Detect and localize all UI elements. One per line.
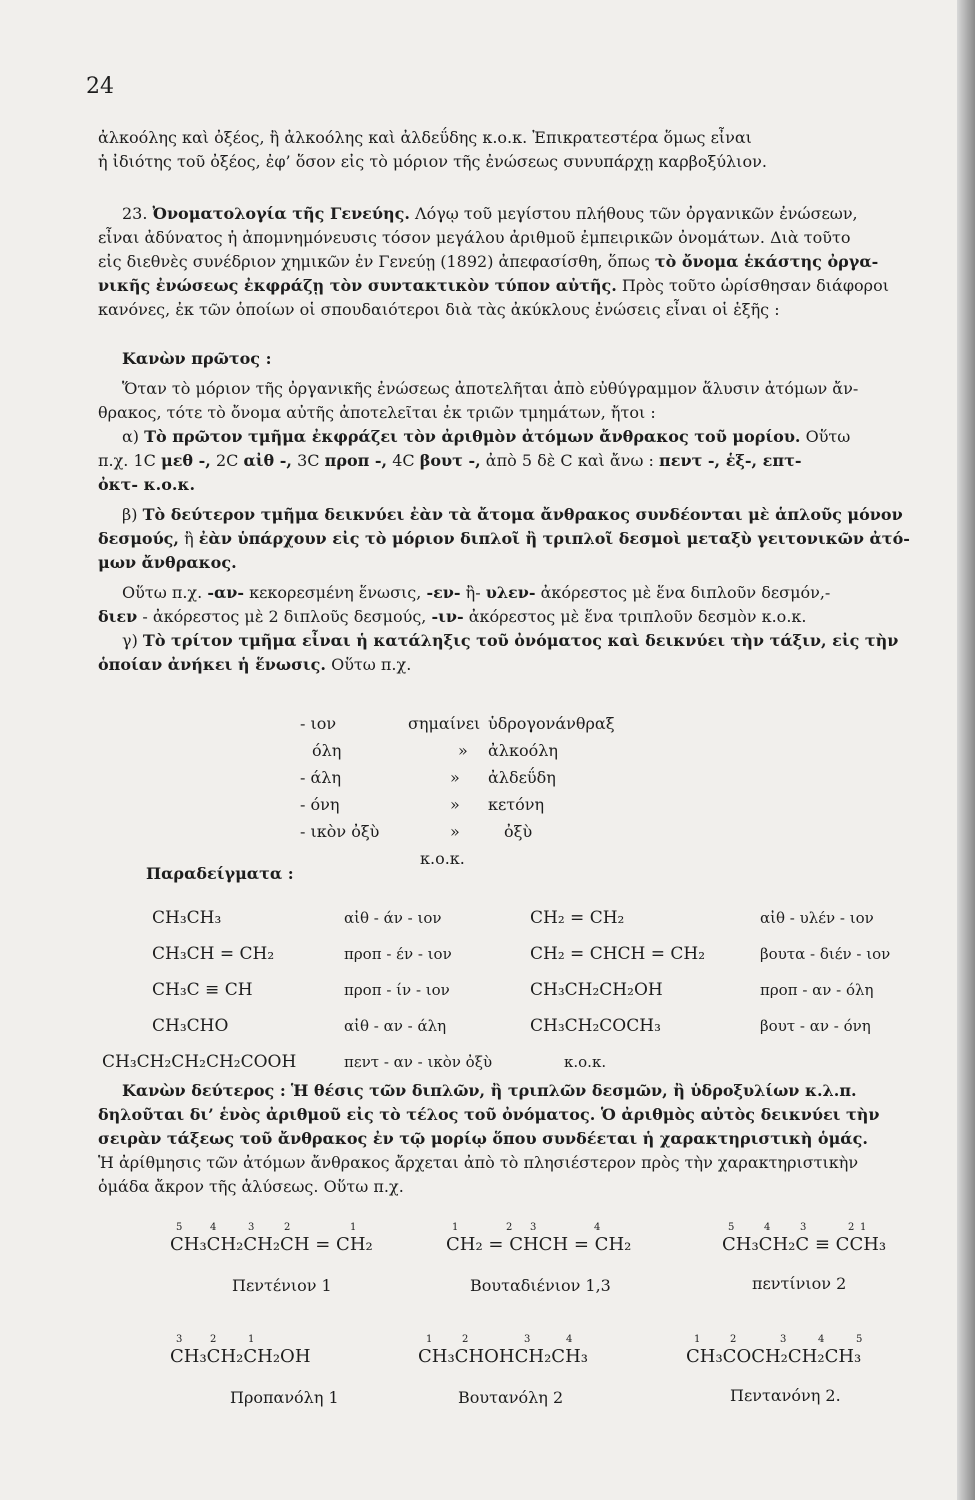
carbon-index: 2 — [284, 1222, 291, 1233]
mark: » — [450, 768, 460, 787]
name: προπ - αν - όλη — [760, 981, 874, 999]
formula: CH₃CH = CH₂ — [152, 944, 275, 964]
section-body-3b: τὸ ὄνομα ἑκάστης ὀργα- — [654, 252, 879, 271]
section-title: Ὀνοματολογία τῆς Γενεύης. — [152, 204, 410, 223]
text: ἀκόρεστος μὲ ἕνα τριπλοῦν δεσμὸν κ.ο.κ. — [468, 607, 807, 626]
text: - ἀκόρεστος μὲ 2 διπλοῦς δεσμούς, — [142, 607, 427, 626]
rule-1-a-bold: Τὸ πρῶτον τμῆμα ἐκφράζει τὸν ἀριθμὸν ἀτόμων ἄνθρακος τοῦ μορίου. — [144, 427, 801, 446]
carbon-index: 1 — [350, 1222, 357, 1233]
rule-1-b-label: β) — [122, 505, 138, 524]
endings-row — [300, 737, 615, 764]
carbon-index: 1 — [452, 1222, 459, 1233]
name: αἰθ - αν - άλη — [344, 1017, 447, 1035]
text: Οὕτω π.χ. — [331, 655, 412, 674]
infix-en: -εν- — [426, 583, 461, 602]
endings-row — [300, 764, 615, 791]
examples-left-names — [344, 900, 492, 1080]
carbon-index: 3 — [524, 1334, 531, 1345]
rule-1-a3: ὀκτ- κ.ο.κ. — [98, 475, 196, 494]
text: ἢ — [184, 529, 194, 548]
mark: » — [458, 741, 468, 760]
rule-1-b-bold1: Τὸ δεύτερον τμῆμα δεικνύει ἐὰν τὰ ἄτομα ἄνθρακος συνδέονται μὲ ἁπλοῦς μόνον — [142, 505, 903, 524]
endings-row — [300, 710, 615, 737]
formula: CH₃CH₂CH₂OH — [530, 980, 663, 1000]
formula-name: Προπανόλη 1 — [230, 1388, 339, 1407]
text: ὁποίαν ἀνήκει ἡ ἕνωσις. — [98, 655, 326, 674]
rule-2-title: Κανὼν δεύτερος : — [122, 1081, 286, 1100]
formula: CH₂ = CHCH = CH₂ — [530, 944, 706, 964]
carbon-index: 3 — [176, 1334, 183, 1345]
page-number: 24 — [86, 74, 114, 99]
formula: CH₃CH₃ — [152, 908, 222, 928]
text: ἐὰν ὑπάρχουν εἰς τὸ μόριον διπλοῖ ἢ τριπλοῖ δεσμοὶ μεταξὺ γειτονικῶν ἀτό- — [198, 529, 910, 548]
intro-line-1: ἀλκοόλης καὶ ὀξέος, ἢ ἀλκοόλης καὶ ἀλδεΰδης κ.ο.κ. Ἐπικρατεστέρα ὅμως εἶναι — [98, 128, 752, 147]
rule-2-line-4: Ἡ ἀρίθμησις τῶν ἀτόμων ἄνθρακος ἄρχεται ἀπὸ τὸ πλησιέστερον πρὸς τὴν χαρακτηριστικὴν — [98, 1153, 859, 1172]
carbon-index: 2 — [730, 1334, 737, 1345]
examples-title: Παραδείγματα : — [146, 864, 294, 883]
section-line-3 — [98, 250, 958, 274]
formula-name: Βουτανόλη 2 — [458, 1388, 564, 1407]
numbered-formula — [170, 1346, 311, 1367]
intro-paragraph — [98, 126, 958, 174]
mark: » — [450, 822, 460, 841]
text: 3C — [297, 451, 320, 470]
formula: CH₂ = CHCH = CH₂ — [446, 1234, 632, 1255]
name: προπ - έν - ιον — [344, 945, 452, 963]
carbon-index: 3 — [530, 1222, 537, 1233]
suffix: - όνη — [300, 795, 340, 814]
examples-kok: κ.ο.κ. — [564, 1053, 607, 1071]
formula: CH₃COCH₂CH₂CH₃ — [686, 1346, 862, 1367]
rule-1-c2 — [98, 653, 958, 677]
rule-1-title: Κανὼν πρῶτος : — [122, 349, 272, 368]
carbon-index: 5 — [728, 1222, 735, 1233]
carbon-index: 2 — [210, 1334, 217, 1345]
section-body-1: Λόγῳ τοῦ μεγίστου πλήθους τῶν ὀργανικῶν ἐνώσεων, — [415, 204, 858, 223]
suffix: - ιον — [300, 714, 337, 733]
rule-1-b2 — [98, 527, 958, 551]
page-spine-shadow — [957, 0, 975, 1500]
carbon-index: 1 — [248, 1334, 255, 1345]
section-body-3a: εἰς διεθνὲς συνέδριον χημικῶν ἐν Γενεύῃ (1892) ἀπεφασίσθη, ὅπως — [98, 252, 650, 271]
rule-1-a-tail: Οὕτω — [805, 427, 851, 446]
rule-2-line-1 — [98, 1079, 958, 1103]
name: αἰθ - υλέν - ιον — [760, 909, 874, 927]
carbon-index: 4 — [818, 1334, 825, 1345]
formula-name: Πεντανόνη 2. — [730, 1386, 841, 1405]
examples-right-names — [760, 900, 890, 1044]
rule-1-a-label: α) — [122, 427, 140, 446]
section-body-4a: νικῆς ἐνώσεως ἐκφράζῃ τὸν συντακτικὸν τύπον αὐτῆς. — [98, 276, 617, 295]
text: ἀκόρεστος μὲ ἕνα διπλοῦν δεσμόν,- — [540, 583, 831, 602]
formula: CH₃CH₂COCH₃ — [530, 1016, 661, 1036]
text: Οὕτω π.χ. — [122, 583, 203, 602]
carbon-index: 2 — [848, 1222, 855, 1233]
endings-row — [300, 791, 615, 818]
formula: CH₃CHO — [152, 1016, 229, 1036]
examples-right-formulas — [530, 900, 705, 1044]
infix-ylen: υλεν- — [485, 583, 536, 602]
endings-table — [300, 710, 615, 872]
examples-left-formulas — [102, 900, 297, 1080]
text: π.χ. 1C — [98, 451, 156, 470]
section-body-4b: Πρὸς τοῦτο ὡρίσθησαν διάφοροι — [621, 276, 889, 295]
name: αἰθ - άν - ιον — [344, 909, 442, 927]
rule-1-a — [98, 425, 958, 449]
text: Ἡ θέσις τῶν διπλῶν, ἢ τριπλῶν δεσμῶν, ἢ ὑδροξυλίων κ.λ.π. — [290, 1081, 857, 1100]
text: 4C — [392, 451, 415, 470]
carbon-index: 4 — [764, 1222, 771, 1233]
text: ἀπὸ 5 δὲ C καὶ ἄνω : — [485, 451, 654, 470]
carbon-index: 4 — [210, 1222, 217, 1233]
rule-1-c-label: γ) — [122, 631, 138, 650]
prefix-prop: προπ -, — [324, 451, 388, 470]
numbered-formula — [686, 1346, 861, 1367]
formula: CH₃CHOHCH₂CH₃ — [418, 1346, 588, 1367]
formula: CH₃CH₂CH₂CH₂COOH — [102, 1052, 297, 1072]
carbon-index: 1 — [426, 1334, 433, 1345]
meaning: κετόνη — [488, 795, 545, 814]
section-body-5: κανόνες, ἐκ τῶν ὁποίων οἱ σπουδαιότεροι διὰ τὰς ἀκύκλους ἐνώσεις εἶναι οἱ ἑξῆς : — [98, 300, 780, 319]
section-body-2: εἶναι ἀδύνατος ἡ ἀπομνημόνευσις τόσον μεγάλου ἀριθμοῦ ἐμπειρικῶν ὀνομάτων. Διὰ τοῦτο — [98, 228, 851, 247]
rule-1-p2: θρακος, τότε τὸ ὄνομα αὐτῆς ἀποτελεῖται ἐκ τριῶν τμημάτων, ἤτοι : — [98, 403, 656, 422]
formula-name: Βουταδιένιον 1,3 — [470, 1276, 611, 1295]
carbon-index: 1 — [860, 1222, 867, 1233]
formula: CH₂ = CH₂ — [530, 908, 625, 928]
carbon-index: 3 — [780, 1334, 787, 1345]
numbered-formula — [418, 1346, 588, 1367]
name: πεντ - αν - ικὸν ὀξὺ — [344, 1053, 493, 1071]
meaning: ὑδρογονάνθραξ — [488, 714, 615, 733]
formula: CH₃C ≡ CH — [152, 980, 253, 1000]
meaning: ὀξὺ — [504, 822, 533, 841]
prefix-pent-hex-hept: πεντ -, ἑξ-, επτ- — [659, 451, 802, 470]
formula: CH₃CH₂CH₂CH = CH₂ — [170, 1234, 373, 1255]
carbon-index: 4 — [594, 1222, 601, 1233]
formula-name: πεντίνιον 2 — [752, 1274, 847, 1293]
text: κεκορεσμένη ἕνωσις, — [249, 583, 422, 602]
carbon-index: 4 — [566, 1334, 573, 1345]
suffix: όλη — [312, 741, 342, 760]
rule-1-c — [98, 629, 958, 653]
rule-2-line-2: δηλοῦται δι’ ἑνὸς ἀριθμοῦ εἰς τὸ τέλος τοῦ ὀνόματος. Ὁ ἀριθμὸς αὐτὸς δεικνύει τὴν — [98, 1105, 880, 1124]
infix-an: -αν- — [207, 583, 245, 602]
rule-1-b3: μων ἄνθρακος. — [98, 553, 237, 572]
meaning: ἀλκοόλη — [488, 741, 558, 760]
text: Τὸ τρίτον τμῆμα εἶναι ἡ κατάληξις τοῦ ὀνόματος καὶ δεικνύει τὴν τάξιν, εἰς τὴν — [142, 631, 899, 650]
carbon-index: 2 — [506, 1222, 513, 1233]
carbon-index: 5 — [856, 1334, 863, 1345]
mark: σημαίνει — [408, 714, 481, 733]
name: βουτ - αν - όνη — [760, 1017, 871, 1035]
rule-2-line-5: ὁμάδα ἄκρον τῆς ἁλύσεως. Οὕτω π.χ. — [98, 1177, 404, 1196]
infix-in: -ιν- — [431, 607, 464, 626]
numbered-formula — [446, 1234, 631, 1255]
rule-1 — [98, 347, 958, 677]
rule-1-p1: Ὅταν τὸ μόριον τῆς ὀργανικῆς ἐνώσεως ἀποτελῆται ἀπὸ εὐθύγραμμον ἅλυσιν ἀτόμων ἄν- — [122, 379, 859, 398]
rule-1-b4 — [98, 581, 958, 605]
name: προπ - ίν - ιον — [344, 981, 450, 999]
endings-tail: κ.ο.κ. — [420, 849, 465, 868]
intro-line-2: ἡ ἰδιότης τοῦ ὀξέος, ἐφ’ ὅσον εἰς τὸ μόριον τῆς ἐνώσεως συνυπάρχῃ καρβοξύλιον. — [98, 152, 767, 171]
carbon-index: 5 — [176, 1222, 183, 1233]
rule-1-b5 — [98, 605, 958, 629]
infix-dien: διεν — [98, 607, 138, 626]
section-number: 23. — [122, 204, 148, 223]
endings-row — [300, 818, 615, 845]
carbon-index: 2 — [462, 1334, 469, 1345]
numbered-formula — [722, 1234, 886, 1255]
text: 2C — [215, 451, 239, 470]
carbon-index: 3 — [800, 1222, 807, 1233]
prefix-meth: μεθ -, — [160, 451, 211, 470]
prefix-but: βουτ -, — [419, 451, 481, 470]
section-line-4 — [98, 274, 958, 298]
mark: » — [450, 795, 460, 814]
numbered-formula — [170, 1234, 373, 1255]
name: βουτα - διέν - ιον — [760, 945, 891, 963]
section-23 — [98, 202, 958, 322]
carbon-index: 3 — [248, 1222, 255, 1233]
rule-2-line-3: σειρὰν τάξεως τοῦ ἄνθρακος ἐν τῷ μορίῳ ὅπου συνδέεται ἡ χαρακτηριστικὴ ὁμάς. — [98, 1129, 868, 1148]
rule-1-a2 — [98, 449, 958, 473]
prefix-eth: αἰθ -, — [243, 451, 292, 470]
formula-name: Πεντένιον 1 — [232, 1276, 332, 1295]
meaning: ἀλδεΰδη — [488, 768, 556, 787]
suffix: - άλη — [300, 768, 342, 787]
section-line-1 — [98, 202, 958, 226]
formula: CH₃CH₂C ≡ CCH₃ — [722, 1234, 887, 1255]
carbon-index: 1 — [694, 1334, 701, 1345]
text: ἢ- — [465, 583, 481, 602]
rule-2 — [98, 1079, 958, 1199]
formula: CH₃CH₂CH₂OH — [170, 1346, 311, 1367]
rule-1-b — [98, 503, 958, 527]
text: δεσμούς, — [98, 529, 179, 548]
suffix: - ικὸν ὀξὺ — [300, 822, 380, 841]
